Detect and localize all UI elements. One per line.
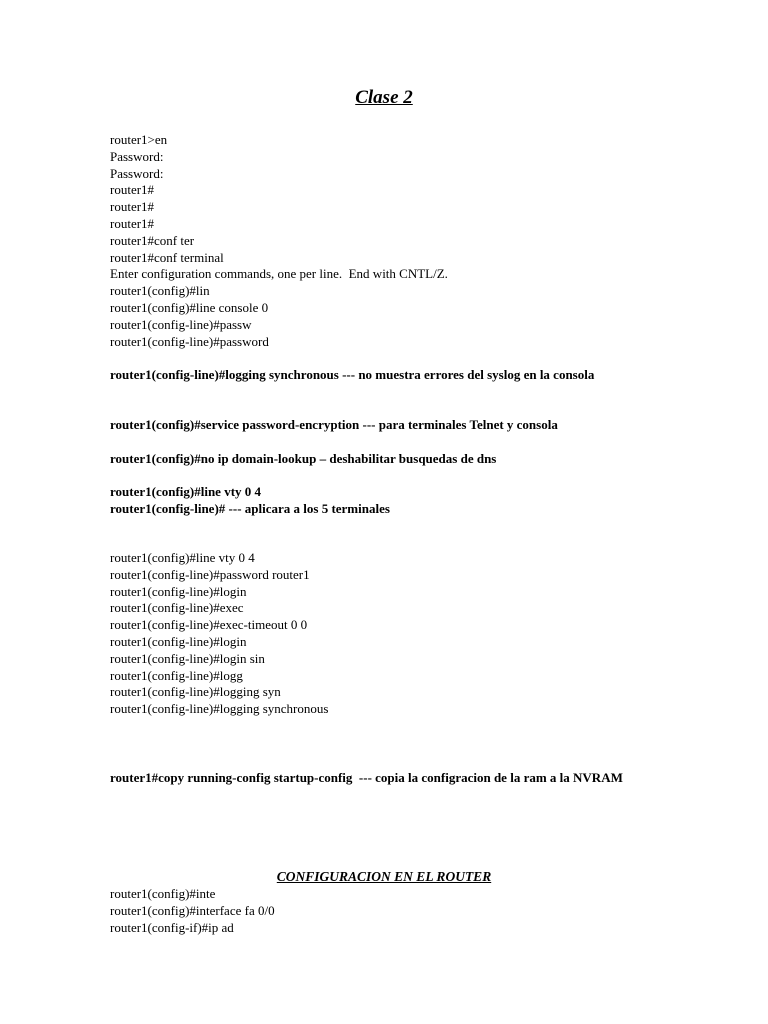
command-block-1 xyxy=(110,132,670,350)
note-text: router1#copy running-config startup-config --- copia la configracion de la ram a la NVRAM xyxy=(110,770,623,785)
command-line: router1# xyxy=(110,215,155,231)
command-line: Password: xyxy=(110,148,164,164)
note-text: router1(config-line)#logging synchronous --- no muestra errores del syslog en la consola xyxy=(110,367,595,382)
command-line: router1(config)#line vty 0 4 xyxy=(110,550,255,565)
command-line: Password: xyxy=(110,165,164,181)
note-text: router1(config-line)# --- aplicara a los 5 terminales xyxy=(110,501,390,516)
command-line: router1>en xyxy=(110,132,168,147)
command-line: router1(config-line)#exec-timeout 0 0 xyxy=(110,617,308,633)
command-line: Enter configuration commands, one per line. End with CNTL/Z. xyxy=(110,266,448,282)
command-line: router1#conf terminal xyxy=(110,249,224,265)
note-logging xyxy=(110,366,650,383)
section-subtitle: CONFIGURACION EN EL ROUTER xyxy=(276,869,492,884)
command-line: router1(config-line)#password xyxy=(110,333,269,349)
command-line: router1# xyxy=(110,182,155,198)
note-text: router1(config)#line vty 0 4 xyxy=(110,484,262,499)
command-line: router1(config-line)#login sin xyxy=(110,650,265,666)
note-domain xyxy=(110,450,670,467)
command-line: router1(config-line)#login xyxy=(110,583,247,599)
command-line: router1(config)#lin xyxy=(110,283,210,299)
command-line: router1(config-line)#logging synchronous xyxy=(110,701,329,717)
command-line: router1(config)#line console 0 xyxy=(110,299,269,315)
command-line: router1(config-if)#ip ad xyxy=(110,919,234,935)
command-line: router1(config-line)#logging syn xyxy=(110,684,281,700)
note-text: router1(config)#no ip domain-lookup – deshabilitar busquedas de dns xyxy=(110,451,497,466)
page-title: Clase 2 xyxy=(355,87,413,108)
note-text: router1(config)#service password-encryption --- para terminales Telnet y consola xyxy=(110,417,558,432)
note-copy xyxy=(110,769,670,786)
command-line: router1(config)#inte xyxy=(110,886,216,901)
command-line: router1(config-line)#passw xyxy=(110,316,252,332)
note-vty xyxy=(110,483,670,517)
command-line: router1(config)#interface fa 0/0 xyxy=(110,902,275,918)
command-line: router1(config-line)#logg xyxy=(110,667,243,683)
command-line: router1(config-line)#password router1 xyxy=(110,566,310,582)
command-block-2 xyxy=(110,550,670,718)
command-line: router1#conf ter xyxy=(110,232,195,248)
note-service xyxy=(110,416,670,433)
command-block-3 xyxy=(110,886,670,936)
command-line: router1(config-line)#exec xyxy=(110,600,244,616)
command-line: router1# xyxy=(110,199,155,215)
command-line: router1(config-line)#login xyxy=(110,633,247,649)
